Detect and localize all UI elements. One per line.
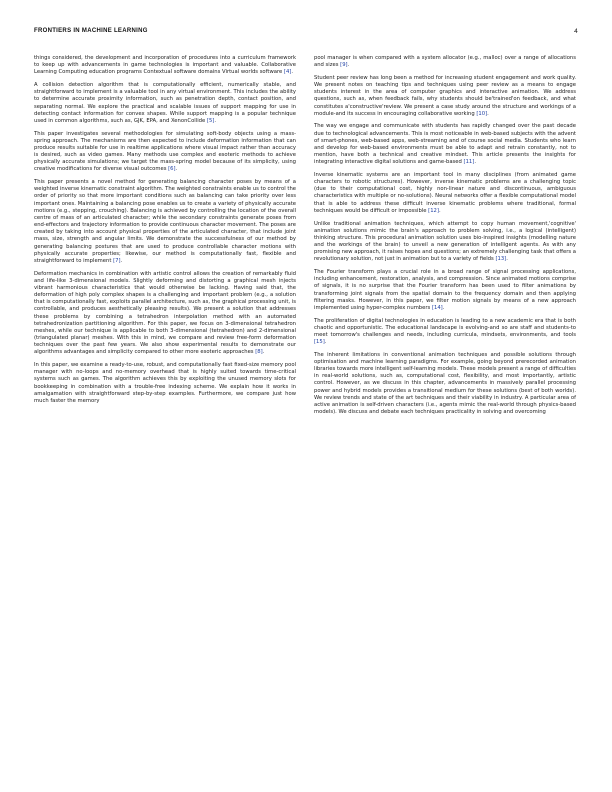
citation-link[interactable]: [12] (428, 207, 439, 214)
paragraph (314, 123, 576, 166)
paragraph (34, 131, 296, 174)
paragraph (314, 269, 576, 312)
paragraph-text: The way we engage and communicate with students has rapidly changed over the past decade due to technological advancements. This is most noticeable in web-based subjects with the advent of smart-phones, web-based apps, web-streaming and of course social media. Students who learn and develop for web-based environments must be able to adapt and retrain constantly, not to mention, have both a technical and creative mindset. This article presents the insights for integrating interactive digital solutions and game-based (314, 123, 576, 166)
citation-link[interactable]: [13] (495, 256, 507, 263)
paragraph-text: Unlike traditional animation techniques, which attempt to copy human movement,'cognitive' animation solutions mimic the brain's approach to problem solving, i.e., a logical (intelligent) thinking structure. This procedural animation solution uses bio-inspired insights (modelling nature and the workings of the brain) to unveil a new generation of intelligent agents. As with any promising new approach, it raises hopes and questions; an extremely challenging task that offers a revolutionary solution, not just in animation but to a variety of fields (314, 220, 576, 263)
paragraph-text: Student peer review has long been a method for increasing student engagement and work quality. We present notes on teaching tips and techniques using peer review as a means to engage students interest in the area of computer graphics and interactive animation. We address questions, such as, when feedback fails, why students should be'trained'on feedback, and what constitutes a'constructive'review. We present a case study around the structure and workings of a module-and its success in encouraging collaborative working (314, 74, 576, 117)
citation-link[interactable]: [6] (168, 166, 176, 173)
paragraph-text: pool manager is when compared with a system allocator (e.g., malloc) over a range of allocations and sizes (314, 55, 576, 69)
sentence-end: . (506, 256, 508, 263)
paragraph (34, 55, 296, 76)
citation-link[interactable]: [11] (463, 159, 475, 166)
paragraph (314, 75, 576, 118)
paragraph-text: Deformation mechanics in combination with artistic control allows the creation of remarkably fluid and life-like 3-dimensional models. Slightly deforming and distorting a graphical mesh injects vibrant harmonious characteristics that would otherwise be lacking. Having said that, the deformation of high poly complex shapes is a challenging and important problem (e.g., a solution that is computationally fast, exploits parallel architecture, such as, the graphical processing unit, is controllable, and produces aesthetically pleasing results). We present a solution that addresses these problems by combining a tetrahedron interpolation method with an automated tetrahedronization partitioning algorithm. For this paper, we focus on 3-dimensional tetrahedron meshes, while our technique is applicable to both 3-dimensional (tetrahedron) and 2-dimensional (triangulated planar) meshes. With this in mind, we compare and review free-form deformation techniques over the past few years. We also show experimental results to demonstrate our algorithms advantages and simplicity compared to other more esoteric approaches (34, 270, 296, 356)
sentence-end: . (324, 339, 327, 346)
citation-link[interactable]: [9] (340, 62, 348, 69)
page-header (34, 28, 578, 40)
paragraph (34, 271, 296, 357)
sentence-end: . (347, 62, 350, 69)
paragraph-text: things considered, the development and incorporation of procedures into a curriculum framework to keep up with advancements in game technologies is important and valuable. Collaborative Learning Computing education programs Contextual software domains Virtual worlds software (34, 55, 296, 76)
sentence-end: . (262, 349, 265, 356)
left-column (34, 55, 296, 411)
sentence-end: . (120, 257, 123, 264)
citation-link[interactable]: [4] (283, 69, 292, 76)
sentence-end: . (474, 159, 476, 166)
paragraph-text: In this paper, we examine a ready-to-use, robust, and computationally fast fixed-size memory pool manager with no-loops and no-memory overhead that is highly suited towards time-critical systems such as games. The algorithm achieves this by exploiting the unused memory slots for bookkeeping in combination with a trouble-free indexing scheme. We explain how it works in amalgamation with straightforward step-by-step examples. Furthermore, we compare just how much faster the memory (34, 362, 296, 404)
sentence-end: . (438, 207, 441, 214)
paragraph-text: Inverse kinematic systems are an important tool in many disciplines (from animated game characters to robotic structures). However, inverse kinematic problems are a challenging topic (due to their computational cost, highly non-linear nature and discontinuous, ambiguous characteristics with multiple or no-solutions). Neural networks offer a flexible computational model that is able to address these difficult inverse kinematic problems where traditional, formal techniques would be difficult or impossible (314, 171, 576, 214)
citation-link[interactable]: [15] (314, 339, 325, 346)
citation-link[interactable]: [7] (113, 257, 121, 264)
citation-link[interactable]: [8] (255, 349, 263, 356)
right-column (314, 55, 576, 422)
sentence-end: . (291, 69, 294, 76)
citation-link[interactable]: [5] (206, 117, 215, 124)
paragraph (314, 352, 576, 416)
citation-link[interactable]: [10] (476, 110, 488, 117)
paragraph (314, 172, 576, 215)
sentence-end: . (442, 304, 445, 311)
paragraph (34, 179, 296, 265)
paragraph-text: The Fourier transform plays a crucial role in a broad range of signal processing applications, including enhancement, restoration, analysis, and compression. Since animated motions comprise of signals, it is no surprise that the Fourier transform has been used to filter animations by transforming joint signals from the spatial domain to the frequency domain and then applying filtering masks. However, in this paper, we filter motion signals by means of a new approach implemented using hyper-complex numbers (314, 269, 576, 311)
sentence-end: . (487, 110, 489, 117)
citation-link[interactable]: [14] (431, 304, 443, 311)
paragraph (314, 221, 576, 264)
running-title: FRONTIERS IN MACHINE LEARNING (34, 28, 148, 34)
paragraph (34, 82, 296, 125)
paragraph (314, 318, 576, 347)
paragraph-text: The proliferation of digital technologies in education is leading to a new academic era that is both chaotic and opportunistic. The educational landscape is evolving-and so are staff and students-to meet tomorrow's challenges and needs, including curricula, mindsets, environments, and tools (314, 317, 576, 338)
sentence-end: . (175, 166, 178, 173)
paragraph (34, 362, 296, 405)
sentence-end: . (214, 117, 217, 124)
page-number: 4 (574, 28, 578, 35)
paragraph-text: This paper investigates several methodologies for simulating soft-body objects using a mass-spring approach. The mechanisms are then expected to include deformation information that can produce results suitable for use in realtime applications where visual impact rather than accuracy is desired, such as video games. Many methods use complex and esoteric methods to achieve physically accurate simulations; we target the mass-spring model because of its simplicity, using creative modifications for diverse visual outcomes (34, 130, 296, 173)
paragraph (314, 55, 576, 69)
paragraph-text: A collision detection algorithm that is computationally efficient, numerically stable, and straightforward to implement is a valuable tool in any virtual environment. This includes the ability to determine accurate proximity information, such as penetration depth, contact position, and separating normal. We explore the practical and scalable issues of support mapping for use in detecting contact information for convex shapes. While support mapping is a popular technique used in common algorithms, such as, GJK, EPA, and XenonCollide (34, 82, 296, 124)
paragraph-text: This paper presents a novel method for generating balancing character poses by means of a weighted inverse kinematic constraint algorithm. The weighted constraints enable us to control the order of priority so that more important conditions such as balancing can take priority over less important ones. Maintaining a balancing pose enables us to create a variety of physically accurate motions (e.g., stepping, crouching). Balancing is achieved by controlling the location of the overall centre of mass of an articulated character; while the secondary constraints generate poses from end-effectors and trajectory information to provide continuous character movement. The poses are created by taking into account physical properties of the articulated character, that include joint mass, size, strength and angular limits. We demonstrate the successfulness of our method by generating balancing postures that are used to produce controllable character motions with physically accurate properties; likewise, our method is computationally fast, flexible and straightforward to implement (34, 179, 296, 264)
paragraph-text: The inherent limitations in conventional animation techniques and possible solutions through optimisation and machine learning paradigms. For example, going beyond prerecorded animation libraries towards more intelligent self-learning models. These models present a range of difficulties in real-world solutions, such as, computational cost, flexibility, and most importantly, artistic control. However, as we discuss in this chapter, advancements in massively parallel processing power and hybrid models provides a transitional medium for these solutions (best of both worlds). We review trends and state of the art techniques and their viability in industry. A particular area of active animation is self-driven characters (i.e., agents mimic the real-world through physics-based models). We discuss and debate each techniques practicality in solving and overcoming (314, 351, 576, 416)
